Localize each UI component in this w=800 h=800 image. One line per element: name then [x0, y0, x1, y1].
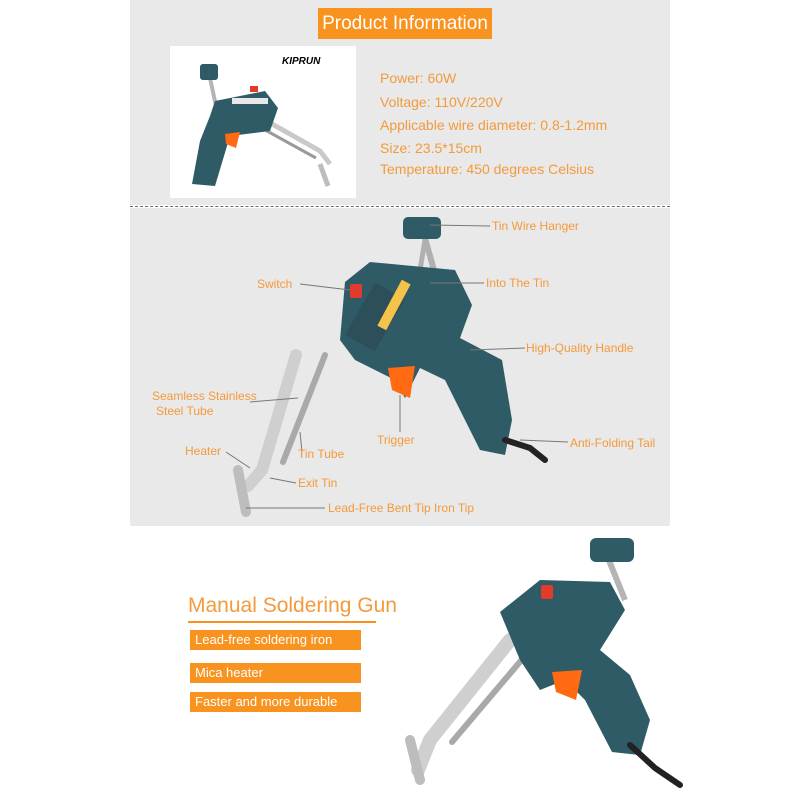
- spec-temperature: Temperature: 450 degrees Celsius: [380, 161, 595, 177]
- feature-badge-lead-free: Lead-free soldering iron: [190, 630, 361, 650]
- callout-into-the-tin: Into The Tin: [486, 276, 550, 290]
- callout-seamless-tube-line2: Steel Tube: [156, 404, 214, 418]
- callout-high-quality-handle: High-Quality Handle: [526, 341, 634, 355]
- spec-wire-diameter: Applicable wire diameter: 0.8-1.2mm: [380, 117, 608, 133]
- bottom-title: Manual Soldering Gun: [188, 594, 397, 617]
- callout-exit-tin: Exit Tin: [298, 476, 338, 490]
- callout-seamless-tube-line1: Seamless Stainless: [152, 389, 257, 403]
- spec-voltage: Voltage: 110V/220V: [380, 94, 503, 110]
- callout-trigger: Trigger: [377, 433, 415, 447]
- spec-size: Size: 23.5*15cm: [380, 140, 482, 156]
- callout-heater: Heater: [185, 444, 222, 458]
- brand-logo: KIPRUN: [282, 56, 321, 67]
- feature-badge-mica-heater: Mica heater: [190, 663, 361, 683]
- callout-tin-wire-hanger: Tin Wire Hanger: [492, 219, 579, 233]
- spec-power: Power: 60W: [380, 70, 457, 86]
- callout-lead-free-tip: Lead-Free Bent Tip Iron Tip: [328, 501, 475, 515]
- feature-badge-durable: Faster and more durable: [190, 692, 361, 712]
- callout-switch: Switch: [257, 277, 293, 291]
- product-info-title: Product Information: [318, 8, 492, 39]
- callout-anti-folding-tail: Anti-Folding Tail: [570, 436, 656, 450]
- callout-tin-tube: Tin Tube: [298, 447, 345, 461]
